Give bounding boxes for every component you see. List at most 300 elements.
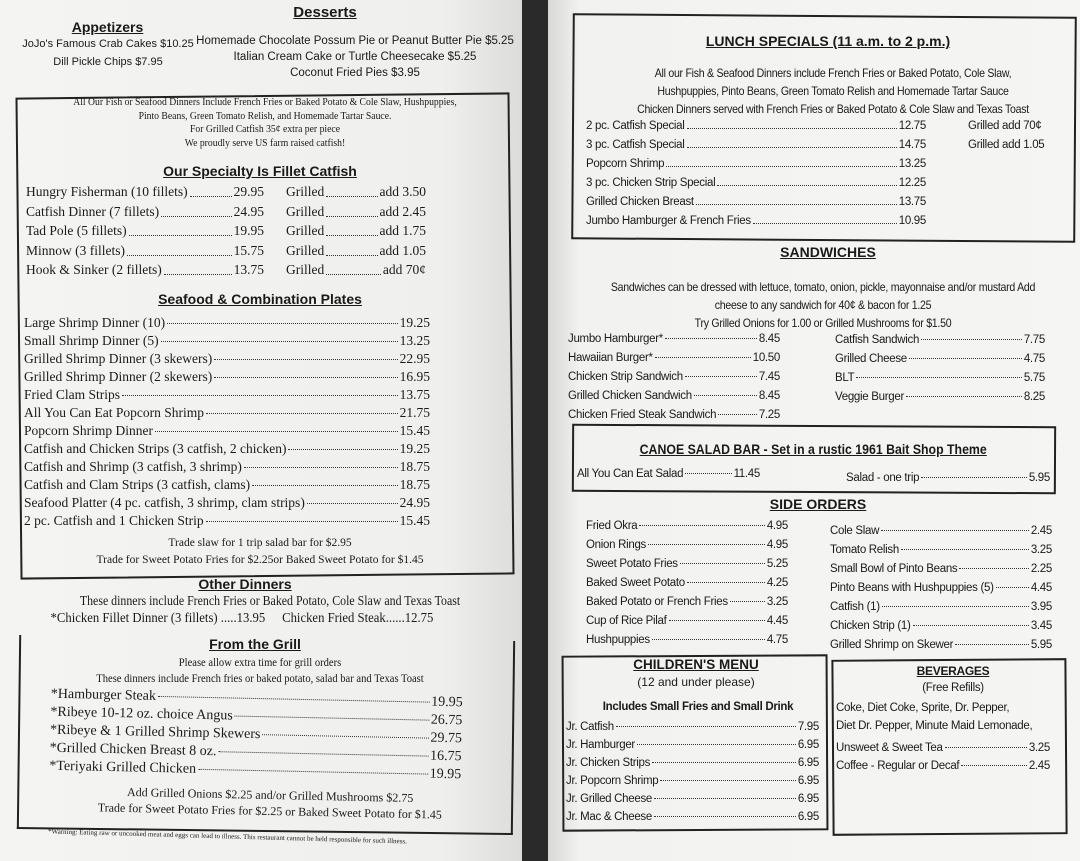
lunch-list [586, 120, 1066, 234]
item-price: 24.95 [399, 495, 430, 510]
dot-leader [206, 521, 398, 522]
dot-leader [654, 816, 796, 817]
dot-leader [206, 413, 398, 414]
menu-item-row [24, 422, 430, 440]
grilled-label: Grilled [286, 223, 325, 238]
dot-leader [660, 780, 795, 781]
grilled-add-note: Grilled add 70¢ [968, 120, 1042, 132]
menu-item-row [26, 262, 426, 282]
item-price: 24.95 [233, 203, 264, 219]
dot-leader [685, 473, 731, 474]
item-name: Onion Rings [586, 539, 646, 551]
item-price: 19.25 [399, 315, 430, 330]
dot-leader [158, 696, 429, 703]
dot-leader [307, 503, 398, 504]
item-price: 16.95 [399, 369, 430, 384]
item-name: Popcorn Shrimp [586, 158, 665, 170]
item-price: 2.45 [1028, 760, 1050, 772]
item-price: 12.25 [898, 177, 926, 189]
dot-leader [687, 117, 897, 129]
dot-leader [882, 606, 1029, 607]
menu-item-row [586, 215, 1066, 234]
dot-leader [214, 377, 397, 378]
menu-item-row [24, 314, 430, 332]
menu-item-row [836, 739, 1050, 757]
beverages-heading: BEVERAGES [916, 664, 990, 678]
dot-leader [665, 338, 757, 339]
menu-item-row [577, 468, 760, 487]
menu-item-row [586, 577, 788, 596]
item-name: Coffee - Regular or Decaf [836, 760, 960, 772]
item-price: 8.45 [758, 390, 780, 402]
sandwiches-heading: SANDWICHES [780, 244, 876, 260]
salad-item [846, 472, 1050, 491]
intro-line: We proudly serve US farm raised catfish! [184, 136, 346, 149]
item-name: Catfish and Chicken Strips (3 catfish, 2 chicken) [24, 441, 287, 456]
menu-item-row [566, 772, 819, 790]
dot-leader [730, 601, 765, 602]
dot-leader [214, 359, 397, 360]
menu-item-row [566, 718, 819, 736]
item-price: 4.95 [766, 539, 788, 551]
item-name: Catfish and Clam Strips (3 catfish, clams) [24, 477, 251, 492]
grill-addon: Add Grilled Onions $2.25 and/or Grilled Mushrooms $2.75 [126, 785, 414, 805]
dot-leader [753, 212, 897, 224]
menu-item-row [24, 494, 430, 512]
item-name: Unsweet & Sweet Tea [836, 742, 943, 754]
item-name: Catfish (1) [830, 601, 880, 613]
appetizer-item: JoJo's Famous Crab Cakes $10.25 [22, 38, 194, 50]
menu-item-row [835, 334, 1045, 353]
menu-item-row [830, 620, 1052, 639]
beverage-line: Diet Dr. Pepper, Minute Maid Lemonade, [836, 720, 1033, 732]
menu-item-row [568, 371, 780, 390]
grilled-label: Grilled [286, 184, 325, 199]
item-price: 8.25 [1023, 391, 1045, 403]
seafood-notes [20, 535, 500, 569]
item-price: 13.25 [399, 333, 430, 348]
item-price: 19.95 [431, 694, 463, 711]
dot-leader [616, 726, 796, 727]
item-name: Sweet Potato Fries [586, 558, 678, 570]
beverages-subtitle: (Free Refills) [922, 682, 984, 694]
dot-leader [955, 644, 1029, 645]
dot-leader [718, 414, 757, 415]
item-name: Jr. Grilled Cheese [566, 793, 652, 805]
item-name: Fried Okra [586, 520, 638, 532]
item-price: 3.25 [1028, 742, 1050, 754]
item-price: 6.95 [797, 793, 819, 805]
seafood-heading: Seafood & Combination Plates [158, 291, 362, 307]
grilled-add-price: add 1.05 [379, 242, 426, 258]
item-price: 29.75 [430, 730, 463, 747]
item-price: 8.45 [758, 333, 780, 345]
item-price: 5.75 [1023, 372, 1045, 384]
item-price: 6.95 [797, 739, 819, 751]
dessert-item: Coconut Fried Pies $3.95 [290, 67, 420, 79]
dot-leader [881, 530, 1029, 531]
menu-item-row [566, 736, 819, 754]
item-price: 5.95 [1030, 639, 1052, 651]
menu-item-row [830, 582, 1052, 601]
dot-leader [127, 240, 232, 256]
sandwich-notes [599, 278, 1048, 332]
menu-item-row [586, 596, 788, 615]
item-price: 10.50 [752, 352, 780, 364]
dot-leader [906, 396, 1022, 397]
grill-note: Please allow extra time for grill orders [178, 655, 342, 669]
item-price: 19.25 [399, 441, 430, 456]
dot-leader [155, 431, 398, 432]
dot-leader [161, 341, 398, 342]
appetizers-heading: Appetizers [71, 19, 144, 35]
grilled-add-note: Grilled add 1.05 [968, 139, 1045, 151]
grill-notes [66, 654, 453, 686]
item-name: Baked Potato or French Fries [586, 596, 728, 608]
menu-item-row [24, 512, 430, 530]
item-price: 22.95 [399, 351, 430, 366]
item-name: Popcorn Shrimp Dinner [24, 423, 153, 438]
menu-item-row [566, 808, 819, 826]
note: Trade slaw for 1 trip salad bar for $2.95 [168, 537, 352, 549]
dot-leader [129, 220, 232, 236]
grill-heading: From the Grill [209, 636, 301, 652]
dot-leader [685, 376, 757, 377]
dot-leader [639, 525, 764, 526]
item-name: Grilled Cheese [835, 353, 907, 365]
item-price: 18.75 [399, 477, 430, 492]
item-price: 12.75 [898, 120, 926, 132]
item-name: Tomato Relish [830, 544, 899, 556]
menu-item-row [830, 544, 1052, 563]
item-name: Jr. Popcorn Shrimp [566, 775, 659, 787]
menu-item-row [24, 476, 430, 494]
grilled-add-price: add 1.75 [379, 223, 426, 238]
item-price: 3.25 [1030, 544, 1052, 556]
dot-leader [235, 716, 429, 721]
beverage-line: Coke, Diet Coke, Sprite, Dr. Pepper, [836, 702, 1010, 714]
item-price: 21.75 [399, 405, 430, 420]
fish-intro [54, 96, 476, 150]
seafood-list [24, 314, 430, 530]
dot-leader [288, 449, 397, 450]
item-name: Hook & Sinker (2 fillets) [26, 262, 162, 277]
menu-item-row [835, 353, 1045, 372]
menu-item-row [24, 350, 430, 368]
chicken-fried-steak: Chicken Fried Steak......12.75 [282, 610, 434, 625]
children-subtitle: (12 and under please) [637, 675, 755, 689]
specialty-list [26, 184, 436, 282]
menu-item-row [846, 472, 1050, 491]
side-orders-left [586, 520, 788, 653]
salad-item [577, 468, 760, 487]
menu-item-row [24, 332, 430, 350]
item-price: 5.25 [766, 558, 788, 570]
item-price: 3.25 [766, 596, 788, 608]
menu-item-row [24, 404, 430, 422]
item-name: Chicken Strip Sandwich [568, 371, 683, 383]
menu-item-row [586, 634, 788, 653]
dot-leader [696, 193, 897, 205]
lunch-heading: LUNCH SPECIALS (11 a.m. to 2 p.m.) [705, 33, 951, 49]
item-price: 19.95 [233, 223, 264, 238]
lunch-note: Chicken Dinners served with French Fries or Baked Potato & Cole Slaw and Texas Toast [637, 102, 1029, 116]
dot-leader [648, 544, 765, 545]
dot-leader [694, 395, 757, 396]
children-heading: CHILDREN'S MENU [633, 657, 759, 672]
item-name: Catfish Dinner (7 fillets) [26, 203, 160, 219]
menu-item-row [24, 368, 430, 386]
item-price: 4.45 [1030, 582, 1052, 594]
sandwich-note: Try Grilled Onions for 1.00 or Grilled Mushrooms for $1.50 [694, 316, 952, 330]
dot-leader [198, 769, 428, 775]
other-dinners [28, 592, 512, 626]
item-price: 15.75 [233, 242, 264, 258]
item-price: 15.45 [399, 513, 430, 528]
menu-item-row [586, 520, 788, 539]
item-name: Salad - one trip [846, 472, 920, 484]
appetizer-item: Dill Pickle Chips $7.95 [53, 56, 163, 68]
item-name: Jr. Hamburger [566, 739, 635, 751]
intro-line: Pinto Beans, Green Tomato Relish, and Homemade Tartar Sauce. [138, 109, 392, 122]
item-name: 2 pc. Catfish Special [586, 120, 685, 132]
desserts-heading: Desserts [293, 4, 357, 21]
item-name: Pinto Beans with Hushpuppies (5) [830, 582, 994, 594]
item-name: Chicken Strip (1) [830, 620, 911, 632]
item-price: 4.75 [766, 634, 788, 646]
children-note: Includes Small Fries and Small Drink [602, 701, 794, 713]
item-price: 2.45 [1030, 525, 1052, 537]
lunch-notes [617, 64, 1048, 118]
grill-addon: Trade for Sweet Potato Fries for $2.25 or Baked Sweet Potato for $1.45 [97, 800, 443, 822]
item-price: 13.75 [399, 387, 430, 402]
beverages-lines [836, 699, 1066, 735]
dot-leader [637, 744, 796, 745]
sandwich-list-left [568, 333, 780, 428]
grilled-add-price: add 2.45 [379, 203, 426, 219]
item-price: 29.95 [233, 184, 264, 199]
dot-leader [687, 136, 897, 148]
sandwich-note: Sandwiches can be dressed with lettuce, tomato, onion, pickle, mayonnaise and/or mustard Add [610, 280, 1036, 294]
item-name: Small Shrimp Dinner (5) [24, 333, 159, 348]
item-name: Seafood Platter (4 pc. catfish, 3 shrimp, clam strips) [24, 495, 305, 510]
item-price: 7.25 [758, 409, 780, 421]
dot-leader [122, 395, 398, 396]
item-price: 4.95 [766, 520, 788, 532]
item-price: 3.95 [1030, 601, 1052, 613]
dot-leader [921, 339, 1022, 340]
item-name: All You Can Eat Popcorn Shrimp [24, 405, 205, 420]
dot-leader [669, 620, 765, 621]
menu-item-row [566, 754, 819, 772]
dot-leader [687, 582, 765, 583]
item-name: Jr. Catfish [566, 721, 614, 733]
menu-item-row [586, 615, 788, 634]
item-name: 3 pc. Catfish Special [586, 139, 685, 151]
dot-leader [959, 568, 1028, 569]
item-name: Grilled Chicken Breast [586, 196, 694, 208]
dot-leader [945, 747, 1027, 748]
dot-leader [190, 181, 232, 197]
menu-page-right [548, 0, 1080, 861]
item-price: 26.75 [430, 712, 463, 729]
grilled-label: Grilled [286, 262, 325, 277]
item-name: Grilled Shrimp on Skewer [830, 639, 954, 651]
menu-item-row [830, 563, 1052, 582]
item-price: 7.45 [758, 371, 780, 383]
item-name: *Hamburger Steak [50, 686, 157, 704]
menu-item-row [24, 440, 430, 458]
dessert-item: Homemade Chocolate Possum Pie or Peanut Butter Pie $5.25 [196, 35, 514, 47]
item-price: 3.45 [1030, 620, 1052, 632]
item-price: 11.45 [733, 468, 760, 480]
dot-leader [961, 765, 1026, 766]
item-name: Grilled Chicken Sandwich [568, 390, 692, 402]
menu-item-row [830, 639, 1052, 658]
dot-leader [326, 220, 377, 236]
beverages-list [836, 739, 1050, 775]
item-name: Catfish and Shrimp (3 catfish, 3 shrimp) [24, 459, 242, 474]
dot-leader [244, 467, 398, 468]
grilled-add-price: add 70¢ [382, 262, 426, 277]
item-price: 14.75 [898, 139, 926, 151]
menu-item-row [566, 790, 819, 808]
item-price: 6.95 [797, 757, 819, 769]
grill-list [49, 687, 463, 786]
specialty-heading: Our Specialty Is Fillet Catfish [163, 163, 357, 179]
dot-leader [326, 259, 381, 275]
item-price: 16.75 [429, 748, 462, 765]
item-name: Hushpuppies [586, 634, 650, 646]
item-price: 2.25 [1030, 563, 1052, 575]
children-list [566, 718, 819, 826]
dot-leader [680, 563, 765, 564]
item-price: 4.75 [1023, 353, 1045, 365]
dot-leader [913, 625, 1029, 626]
side-orders-heading: SIDE ORDERS [769, 496, 867, 512]
item-name: Grilled Shrimp Dinner (2 skewers) [24, 369, 213, 384]
item-price: 19.95 [429, 766, 462, 783]
dot-leader [655, 357, 751, 358]
item-name: Hungry Fisherman (10 fillets) [26, 184, 188, 199]
dot-leader [856, 377, 1021, 378]
item-name: Chicken Fried Steak Sandwich [568, 409, 717, 421]
menu-item-row [568, 333, 780, 352]
item-name: Jr. Chicken Strips [566, 757, 651, 769]
grilled-label: Grilled [286, 242, 325, 258]
menu-item-row [568, 390, 780, 409]
dessert-item: Italian Cream Cake or Turtle Cheesecake $5.25 [233, 51, 477, 63]
grilled-add-price: add 3.50 [379, 184, 426, 199]
item-name: Jumbo Hamburger & French Fries [586, 215, 751, 227]
menu-page-left [0, 0, 522, 861]
dot-leader [326, 201, 377, 217]
intro-line: All Our Fish or Seafood Dinners Include French Fries or Baked Potato & Cole Slaw, Hushpuppies, [73, 96, 457, 108]
item-name: Catfish Sandwich [835, 334, 920, 346]
item-name: Large Shrimp Dinner (10) [24, 315, 166, 330]
item-name: Baked Sweet Potato [586, 577, 685, 589]
menu-item-row [830, 601, 1052, 620]
other-dinners-heading: Other Dinners [198, 576, 292, 592]
menu-item-row [586, 558, 788, 577]
item-price: 13.75 [898, 196, 926, 208]
dot-leader [326, 240, 377, 256]
menu-item-row [586, 539, 788, 558]
appetizers-list [18, 35, 198, 71]
item-name: *Teriyaki Grilled Chicken [49, 758, 197, 777]
item-name: *Ribeye & 1 Grilled Shrimp Skewers [49, 722, 261, 743]
item-price: 13.75 [233, 262, 264, 277]
item-name: Fried Clam Strips [24, 387, 121, 402]
lunch-note: Hushpuppies, Pinto Beans, Green Tomato Relish and Homemade Tartar Sauce [657, 84, 1009, 98]
lunch-note: All our Fish & Seafood Dinners include French Fries or Baked Potato, Cole Slaw, [654, 66, 1012, 80]
menu-item-row [24, 458, 430, 476]
dot-leader [164, 259, 232, 275]
grilled-label: Grilled [286, 203, 325, 219]
sandwich-note: cheese to any sandwich for 40¢ & bacon for 1.25 [714, 298, 932, 312]
item-name: Tad Pole (5 fillets) [26, 223, 127, 238]
item-price: 10.95 [898, 215, 926, 227]
menu-item-row [568, 352, 780, 371]
dot-leader [666, 155, 896, 167]
menu-item-row [830, 525, 1052, 544]
dot-leader [996, 587, 1029, 588]
item-name: Jumbo Hamburger* [568, 333, 663, 345]
item-price: 6.95 [797, 811, 819, 823]
item-price: 7.95 [797, 721, 819, 733]
item-name: Cup of Rice Pilaf [586, 615, 667, 627]
dot-leader [652, 639, 765, 640]
health-warning: *Warning: Eating raw or uncooked meat and eggs can lead to illness. This restaurant cannot be held responsible for such illness. [47, 827, 408, 846]
item-name: Minnow (3 fillets) [26, 242, 125, 258]
item-price: 18.75 [399, 459, 430, 474]
intro-line: For Grilled Catfish 35¢ extra per piece [189, 123, 340, 135]
item-name: *Ribeye 10-12 oz. choice Angus [50, 704, 233, 724]
chicken-fillet-dinner: *Chicken Fillet Dinner (3 fillets) .....13.95 [50, 610, 266, 625]
item-price: 4.45 [766, 615, 788, 627]
side-orders-right [830, 525, 1052, 658]
item-name: Jr. Mac & Cheese [566, 811, 652, 823]
dot-leader [252, 485, 398, 486]
salad-bar-heading: CANOE SALAD BAR - Set in a rustic 1961 Bait Shop Theme [639, 441, 987, 457]
dot-leader [652, 762, 796, 763]
item-name: Veggie Burger [835, 391, 904, 403]
item-price: 5.95 [1028, 472, 1050, 484]
item-price: 6.95 [797, 775, 819, 787]
menu-item-row [836, 757, 1050, 775]
item-name: BLT [835, 372, 855, 384]
item-name: Hawaiian Burger* [568, 352, 653, 364]
dot-leader [326, 181, 377, 197]
dot-leader [167, 323, 398, 324]
item-price: 7.75 [1023, 334, 1045, 346]
note: Trade for Sweet Potato Fries for $2.25or Baked Sweet Potato for $1.45 [96, 554, 424, 566]
sandwich-list-right [835, 334, 1045, 410]
dot-leader [218, 751, 428, 756]
item-name: 3 pc. Chicken Strip Special [586, 177, 716, 189]
dot-leader [262, 734, 428, 738]
menu-item-row [835, 372, 1045, 391]
item-name: Small Bowl of Pinto Beans [830, 563, 958, 575]
dot-leader [161, 201, 232, 217]
grill-note: These dinners include French fries or baked potato, salad bar and Texas Toast [96, 671, 424, 685]
item-name: Cole Slaw [830, 525, 880, 537]
item-price: 15.45 [399, 423, 430, 438]
other-note: These dinners include French Fries or Baked Potato, Cole Slaw and Texas Toast [79, 593, 461, 608]
menu-item-row [835, 391, 1045, 410]
salad-bar-heading-wrap [578, 441, 1048, 457]
dot-leader [654, 798, 796, 799]
